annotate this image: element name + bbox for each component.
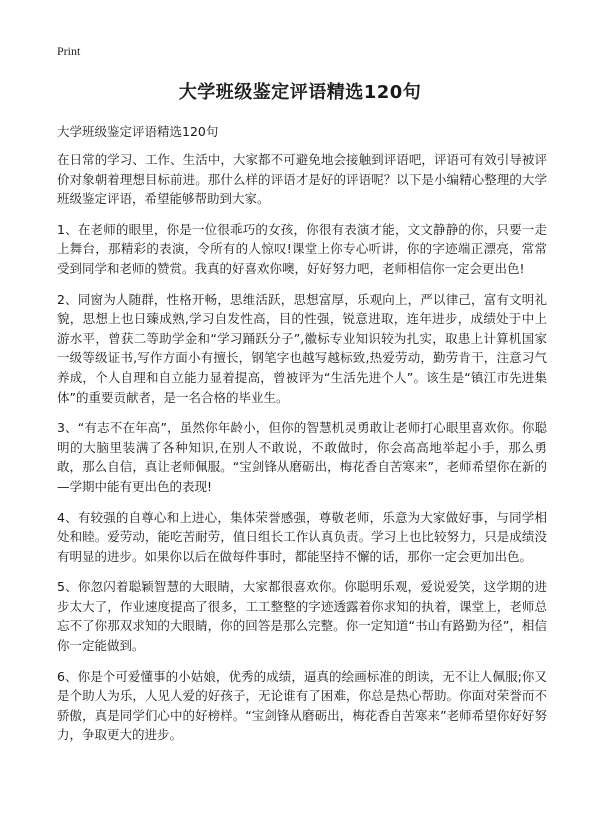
document-title: 大学班级鉴定评语精选120句: [178, 82, 422, 103]
print-link[interactable]: Print: [57, 44, 81, 58]
list-item: 3、“有志不在年高”，虽然你年龄小，但你的智慧机灵勇敢让老师打心眼里喜欢你。你聪明的大脑里装满了各种知识,在别人不敢说，不敢做时，你会高高地举起小手，那么勇敢，那么自信，真让老师佩服。“宝剑锋从磨砺出，梅花香自苦寒来”，老师希望你在新的—学期中能有更出色的表现!: [57, 420, 547, 494]
article-body: [57, 150, 547, 756]
list-item: 4、有较强的自尊心和上进心，集体荣誉感强，尊敬老师，乐意为大家做好事，与同学相处和睦。爱劳动，能吃苦耐劳，值日组长工作认真负责。学习上也比较努力，只是成绩没有明显的进步。如果你以后在做每件事时，都能坚持不懈的话，那你一定会更加出色。: [57, 509, 547, 564]
list-item: 2、同窗为人随群，性格开畅，思维活跃，思想富厚，乐观向上，严以律己，富有文明礼貌，思想上也日臻成熟,学习自发性高，目的性强，锐意进取，连年进步，成绩处于中上游水平，曾获二等助学金和“学习踊跃分子”,徽标专业知识较为扎实，取患上计算机国家一级等级证书,写作方面小有擅长，钢笔字也越写越标致,热爱劳动，勤劳肯干，注意习气养成，个人自理和自立能力显着提高，曾被评为“生活先进个人”。该生是“镇江市先进集体”的重要贡献者，是一名合格的毕业生。: [57, 291, 547, 405]
list-item: 6、你是个可爱懂事的小姑娘，优秀的成绩，逼真的绘画标准的朗读，无不让人佩服;你又是个助人为乐，人见人爱的好孩子，无论谁有了困难，你总是热心帮助。你面对荣誉而不骄傲，真是同学们心中的好榜样。“宝剑锋从磨砺出，梅花香自苦寒来”老师希望你好好努力，争取更大的进步。: [57, 668, 547, 743]
list-item: 1、在老师的眼里，你是一位很乖巧的女孩，你很有表演才能，文文静静的你，只要一走上舞台，那精彩的表演，令所有的人惊叹!课堂上你专心听讲，你的字迹端正漂亮，常常受到同学和老师的赞赏。我真的好喜欢你噢，好好努力吧，老师相信你一定会更出色!: [57, 221, 547, 276]
intro-paragraph: 在日常的学习、工作、生活中，大家都不可避免地会接触到评语吧，评语可有效引导被评价对象朝着理想目标前进。那什么样的评语才是好的评语呢？以下是小编精心整理的大学班级鉴定评语，希望能够帮助到大家。: [57, 152, 547, 207]
list-item: 5、你忽闪着聪颖智慧的大眼睛，大家都很喜欢你。你聪明乐观，爱说爱笑，这学期的进步太大了，作业速度提高了很多，工工整整的字迹透露着你求知的执着，课堂上，老师总忘不了你那双求知的大眼睛，你的回答是那么完整。你一定知道“书山有路勤为径”，相信你一定能做到。: [57, 579, 547, 654]
document-subtitle: 大学班级鉴定评语精选120句: [57, 124, 219, 139]
